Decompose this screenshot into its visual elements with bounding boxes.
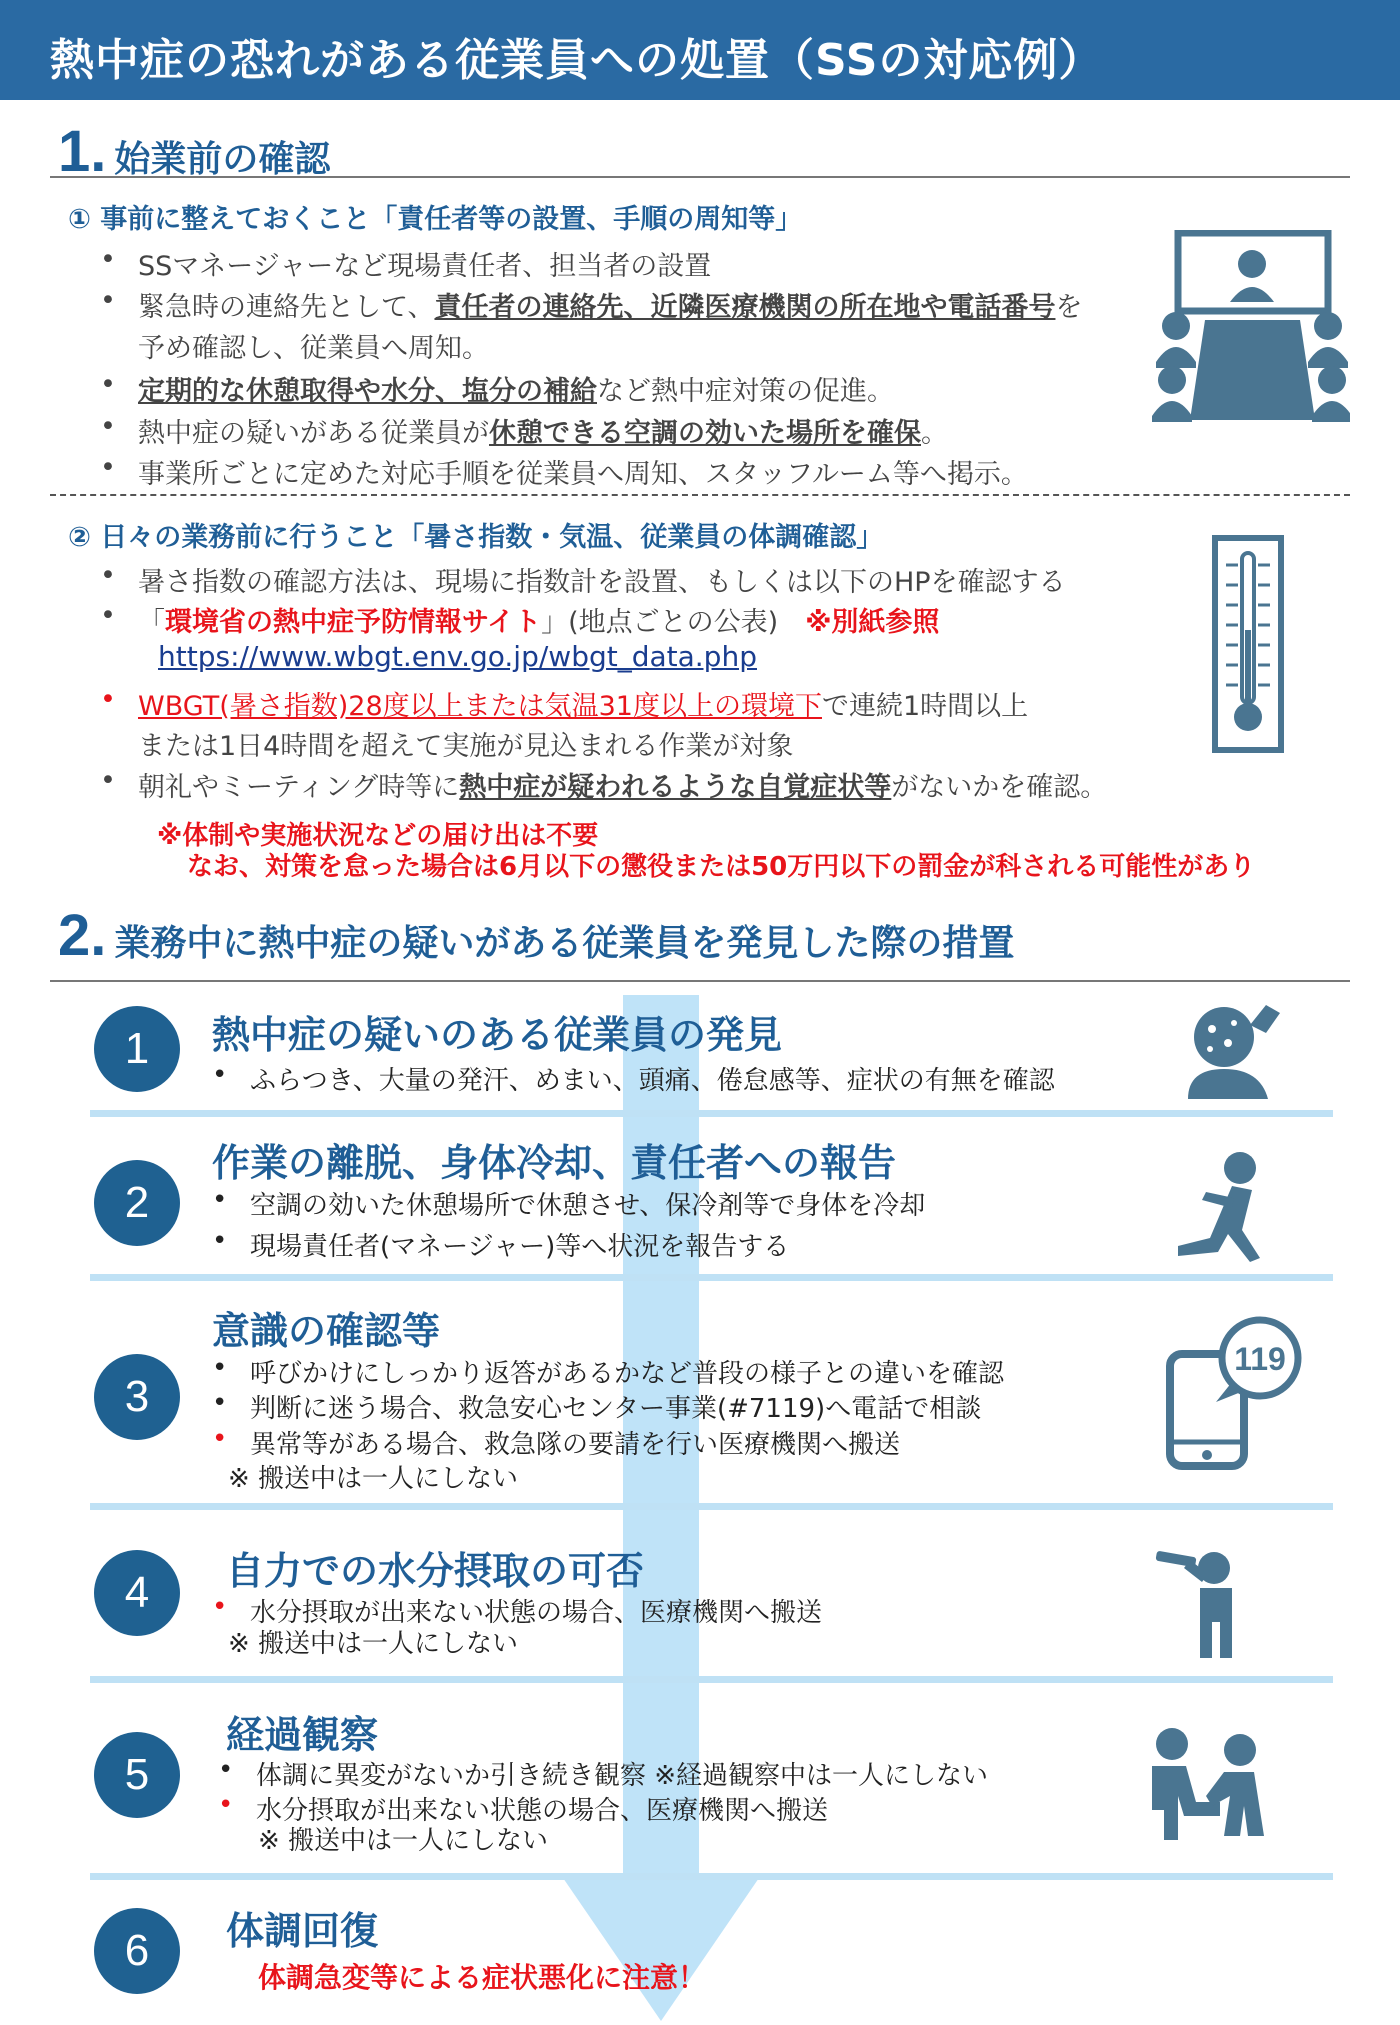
- step-6-number: 6: [94, 1908, 180, 1994]
- section1-rule: [50, 176, 1350, 178]
- step-4-title: 自力での水分摂取の可否: [226, 1549, 645, 1593]
- step-separator-4: [90, 1676, 1333, 1683]
- phone-119-icon: [1162, 1314, 1302, 1470]
- step-3-line-1: • 呼びかけにしっかり返答があるかなど普段の様子との違いを確認: [212, 1353, 1005, 1389]
- sub2-bullet-4: • 朝礼やミーティング時等に熱中症が疑われるような自覚症状等がないかを確認。: [100, 765, 1108, 803]
- sub1-bullet-1: • SSマネージャーなど現場責任者、担当者の設置: [100, 244, 712, 282]
- collapsing-person-icon: [1162, 1142, 1282, 1262]
- step-5-title: 経過観察: [226, 1713, 379, 1757]
- step-4-note: ※ 搬送中は一人にしない: [228, 1629, 519, 1659]
- drinking-person-icon: [1148, 1542, 1258, 1660]
- step-3-title: 意識の確認等: [212, 1309, 441, 1353]
- sub1-title: ① 事前に整えておくこと「責任者等の設置、手順の周知等」: [68, 204, 803, 235]
- step-separator-5: [90, 1873, 1333, 1880]
- sub2-bullet-3: • WBGT(暑さ指数)28度以上または気温31度以上の環境下で連続1時間以上: [100, 684, 1029, 722]
- notice-line-1: ※体制や実施状況などの届け出は不要: [157, 821, 599, 851]
- step-5-number: 5: [94, 1732, 180, 1818]
- step-2-number: 2: [94, 1160, 180, 1246]
- sweating-person-icon: [1180, 995, 1286, 1099]
- sub1-bullet-2-cont: 予め確認し、従業員へ周知。: [138, 333, 489, 364]
- section1-divider: [50, 494, 1350, 496]
- section1-heading: [58, 118, 330, 185]
- step-separator-3: [90, 1503, 1333, 1510]
- section2-rule: [50, 980, 1350, 982]
- sub1-bullet-2: • 緊急時の連絡先として、責任者の連絡先、近隣医療機関の所在地や電話番号を: [100, 285, 1083, 323]
- section2-heading: [58, 902, 1014, 969]
- meeting-icon: [1150, 230, 1350, 422]
- section1-title: 始業前の確認: [114, 139, 331, 180]
- step-3-line-2: • 判断に迷う場合、救急安心センター事業(#7119)へ電話で相談: [212, 1388, 982, 1424]
- icon-119-label: 119: [1234, 1341, 1286, 1377]
- section2-number: 2.: [58, 903, 107, 968]
- step-6-warning: 体調急変等による症状悪化に注意！: [258, 1961, 707, 1994]
- thermometer-icon: [1212, 535, 1284, 753]
- caregiving-icon: [1142, 1722, 1268, 1840]
- step-6-title: 体調回復: [226, 1909, 379, 1953]
- step-3-note: ※ 搬送中は一人にしない: [228, 1464, 519, 1494]
- sub2-bullet-1: • 暑さ指数の確認方法は、現場に指数計を設置、もしくは以下のHPを確認する: [100, 560, 1066, 598]
- step-4-red-line: • 水分摂取が出来ない状態の場合、医療機関へ搬送: [212, 1592, 823, 1628]
- section2-title: 業務中に熱中症の疑いがある従業員を発見した際の措置: [114, 923, 1015, 964]
- step-5-note: ※ 搬送中は一人にしない: [258, 1826, 549, 1856]
- step-1-number: 1: [94, 1006, 180, 1092]
- step-5-line-1: • 体調に異変がないか引き続き観察 ※経過観察中は一人にしない: [218, 1755, 989, 1791]
- step-2-title: 作業の離脱、身体冷却、責任者への報告: [212, 1141, 897, 1185]
- step-separator-1: [90, 1110, 1333, 1117]
- step-1-line-1: • ふらつき、大量の発汗、めまい、頭痛、倦怠感等、症状の有無を確認: [212, 1060, 1055, 1096]
- notice-line-2: なお、対策を怠った場合は6月以下の懲役または50万円以下の罰金が科される可能性があり: [187, 852, 1256, 882]
- step-1-title: 熱中症の疑いのある従業員の発見: [212, 1013, 783, 1057]
- step-2-line-1: • 空調の効いた休憩場所で休憩させ、保冷剤等で身体を冷却: [212, 1185, 926, 1221]
- step-separator-2: [90, 1274, 1333, 1281]
- sub1-bullet-3: • 定期的な休憩取得や水分、塩分の補給など熱中症対策の促進。: [100, 369, 894, 407]
- step-3-red-line: • 異常等がある場合、救急隊の要請を行い医療機関へ搬送: [212, 1424, 901, 1460]
- wbgt-link[interactable]: https://www.wbgt.env.go.jp/wbgt_data.php: [158, 640, 757, 673]
- page-title: 熱中症の恐れがある従業員への処置（SSの対応例）: [50, 35, 1104, 86]
- sub1-bullet-4: • 熱中症の疑いがある従業員が休憩できる空調の効いた場所を確保。: [100, 411, 948, 449]
- step-4-number: 4: [94, 1550, 180, 1636]
- page-header: [0, 0, 1400, 100]
- sub2-bullet-2: • 「環境省の熱中症予防情報サイト」(地点ごとの公表) ※別紙参照: [100, 600, 940, 638]
- step-2-line-2: • 現場責任者(マネージャー)等へ状況を報告する: [212, 1226, 790, 1262]
- step-3-number: 3: [94, 1354, 180, 1440]
- sub1-bullet-5: • 事業所ごとに定めた対応手順を従業員へ周知、スタッフルーム等へ掲示。: [100, 452, 1028, 490]
- sub2-bullet-3-cont: または1日4時間を超えて実施が見込まれる作業が対象: [138, 731, 794, 762]
- step-5-red-line: • 水分摂取が出来ない状態の場合、医療機関へ搬送: [218, 1790, 829, 1826]
- section1-number: 1.: [58, 119, 107, 184]
- sub2-title: ② 日々の業務前に行うこと「暑さ指数・気温、従業員の体調確認」: [68, 522, 884, 553]
